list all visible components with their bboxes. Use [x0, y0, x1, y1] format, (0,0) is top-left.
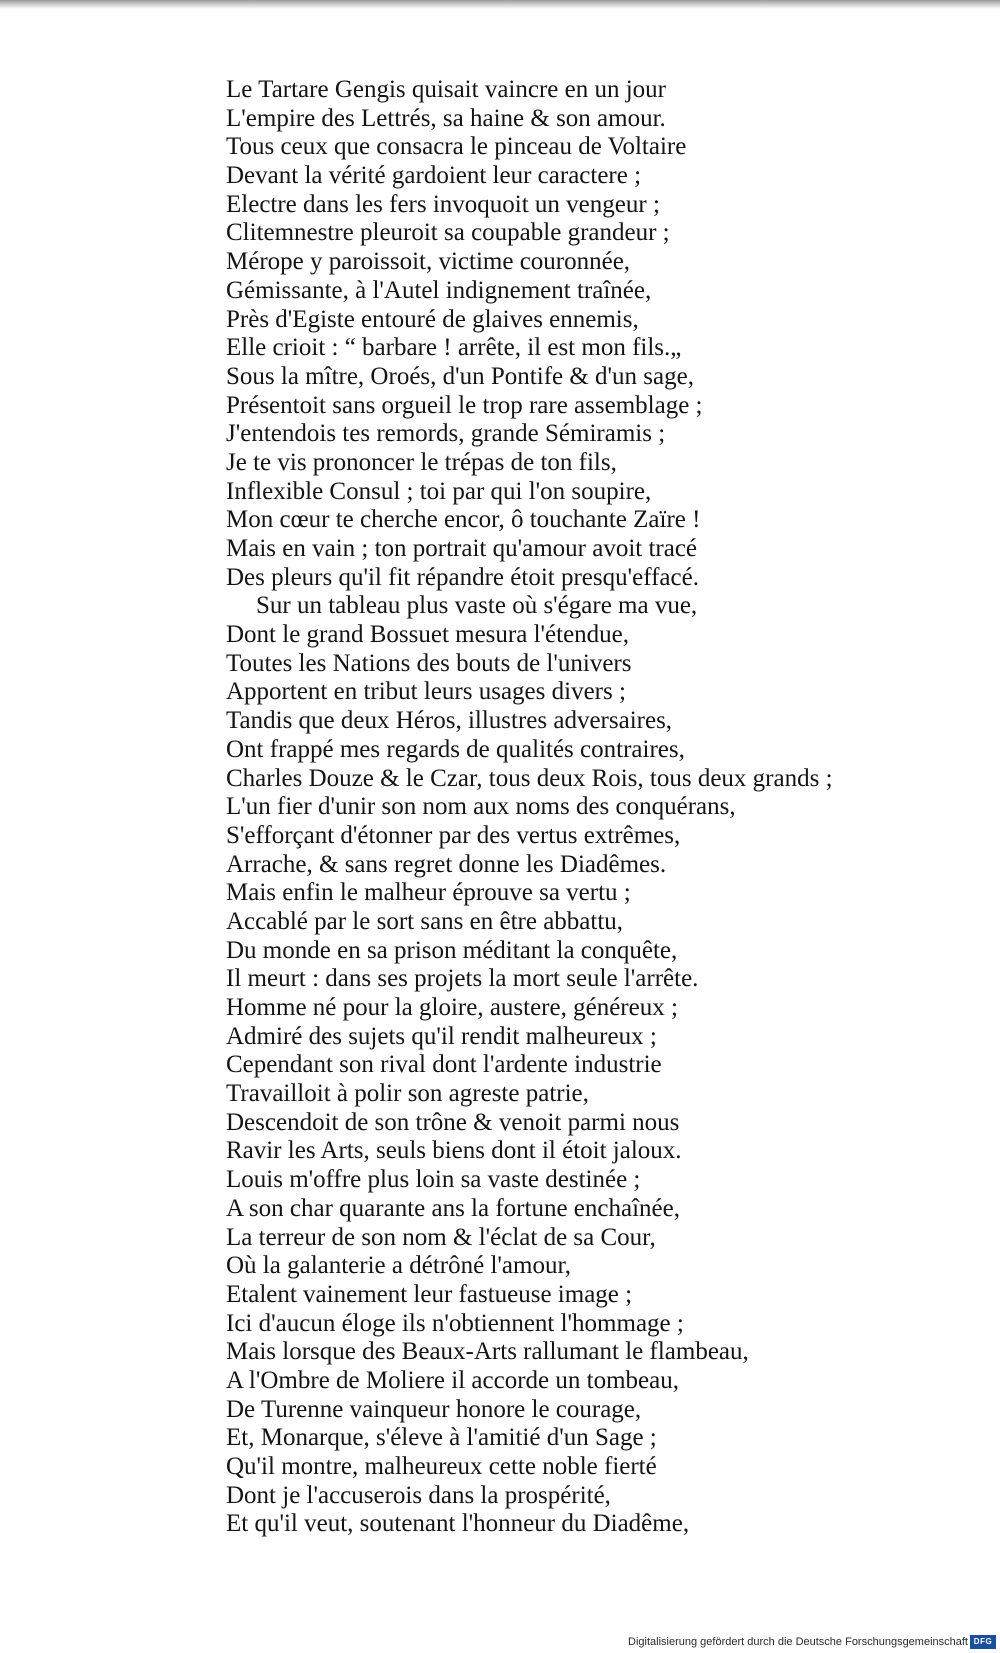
- funding-credit: Digitalisierung gefördert durch die Deutsche Forschungsgemeinschaft: [628, 1636, 968, 1648]
- verse-line: Arrache, & sans regret donne les Diadêmes.: [226, 850, 667, 878]
- verse-line: Admiré des sujets qu'il rendit malheureux ;: [226, 1022, 657, 1050]
- verse-line: Sur un tableau plus vaste où s'égare ma vue,: [256, 592, 698, 620]
- verse-line: Présentoit sans orgueil le trop rare assemblage ;: [226, 391, 703, 419]
- verse-line: Du monde en sa prison méditant la conquête,: [226, 936, 678, 964]
- verse-line: Apportent en tribut leurs usages divers ;: [226, 678, 626, 706]
- verse-line: Inflexible Consul ; toi par qui l'on soupire,: [226, 477, 652, 505]
- verse-line: Clitemnestre pleuroit sa coupable grandeur ;: [226, 219, 670, 247]
- verse-line: Accablé par le sort sans en être abbattu,: [226, 907, 624, 935]
- verse-line: Devant la vérité gardoient leur caractere ;: [226, 162, 642, 190]
- verse-line: Ici d'aucun éloge ils n'obtiennent l'hommage ;: [226, 1309, 684, 1337]
- verse-line: Mais lorsque des Beaux-Arts rallumant le flambeau,: [226, 1338, 749, 1366]
- verse-line: Le Tartare Gengis quisait vaincre en un jour: [226, 76, 666, 103]
- verse-line: Electre dans les fers invoquoit un vengeur ;: [226, 190, 660, 218]
- verse-line: Etalent vainement leur fastueuse image ;: [226, 1280, 633, 1308]
- verse-line: Mon cœur te cherche encor, ô touchante Zaïre !: [226, 506, 701, 534]
- verse-line: Près d'Egiste entouré de glaives ennemis,: [226, 305, 639, 333]
- verse-line: A son char quarante ans la fortune enchaînée,: [226, 1194, 680, 1222]
- verse-line: A l'Ombre de Moliere il accorde un tombeau,: [226, 1366, 679, 1394]
- verse-line: Mérope y paroissoit, victime couronnée,: [226, 248, 631, 276]
- verse-line: Et qu'il veut, soutenant l'honneur du Diadême,: [226, 1510, 690, 1538]
- verse-line: Je te vis prononcer le trépas de ton fils,: [226, 448, 617, 476]
- verse-line: Tandis que deux Héros, illustres adversaires,: [226, 707, 673, 735]
- verse-line: L'un fier d'unir son nom aux noms des conquérans,: [226, 793, 736, 821]
- verse-line: Elle crioit : “ barbare ! arrête, il est mon fils.„: [226, 334, 682, 362]
- verse-line: Tous ceux que consacra le pinceau de Voltaire: [226, 133, 687, 161]
- verse-line: De Turenne vainqueur honore le courage,: [226, 1395, 642, 1423]
- verse-line: Où la galanterie a détrôné l'amour,: [226, 1252, 572, 1280]
- poem-text: [0, 76, 1000, 1539]
- verse-line: Louis m'offre plus loin sa vaste destinée ;: [226, 1166, 641, 1194]
- verse-line: Cependant son rival dont l'ardente industrie: [226, 1051, 662, 1079]
- verse-line: Homme né pour la gloire, austere, généreux ;: [226, 994, 678, 1021]
- verse-line: La terreur de son nom & l'éclat de sa Cour,: [226, 1223, 656, 1251]
- verse-line: Dont je l'accuserois dans la prospérité,: [226, 1481, 611, 1509]
- verse-line: Et, Monarque, s'éleve à l'amitié d'un Sage ;: [226, 1424, 657, 1452]
- verse-line: Toutes les Nations des bouts de l'univers: [226, 649, 632, 677]
- verse-line: Descendoit de son trône & venoit parmi nous: [226, 1108, 680, 1136]
- verse-line: Des pleurs qu'il fit répandre étoit presqu'effacé.: [226, 563, 699, 591]
- verse-line: Dont le grand Bossuet mesura l'étendue,: [226, 621, 630, 649]
- verse-line: Ont frappé mes regards de qualités contraires,: [226, 735, 685, 763]
- verse-line: J'entendois tes remords, grande Sémiramis ;: [226, 420, 666, 448]
- verse-line: Il meurt : dans ses projets la mort seule l'arrête.: [226, 965, 699, 993]
- verse-line: S'efforçant d'étonner par des vertus extrêmes,: [226, 821, 681, 849]
- verse-line: Qu'il montre, malheureux cette noble fierté: [226, 1453, 657, 1480]
- verse-line: Ravir les Arts, seuls biens dont il étoit jaloux.: [226, 1137, 682, 1165]
- footer: [0, 1627, 1000, 1653]
- verse-line: L'empire des Lettrés, sa haine & son amour.: [226, 104, 666, 132]
- verse-line: Mais en vain ; ton portrait qu'amour avoit tracé: [226, 535, 698, 562]
- verse-line: Gémissante, à l'Autel indignement traînée,: [226, 276, 652, 304]
- verse-line: Sous la mître, Oroés, d'un Pontife & d'un sage,: [226, 362, 694, 390]
- dfg-logo-icon: DFG: [970, 1635, 996, 1649]
- verse-line: Mais enfin le malheur éprouve sa vertu ;: [226, 879, 631, 907]
- verse-line: Travailloit à polir son agreste patrie,: [226, 1080, 589, 1108]
- verse-line: Charles Douze & le Czar, tous deux Rois, tous deux grands ;: [226, 764, 833, 792]
